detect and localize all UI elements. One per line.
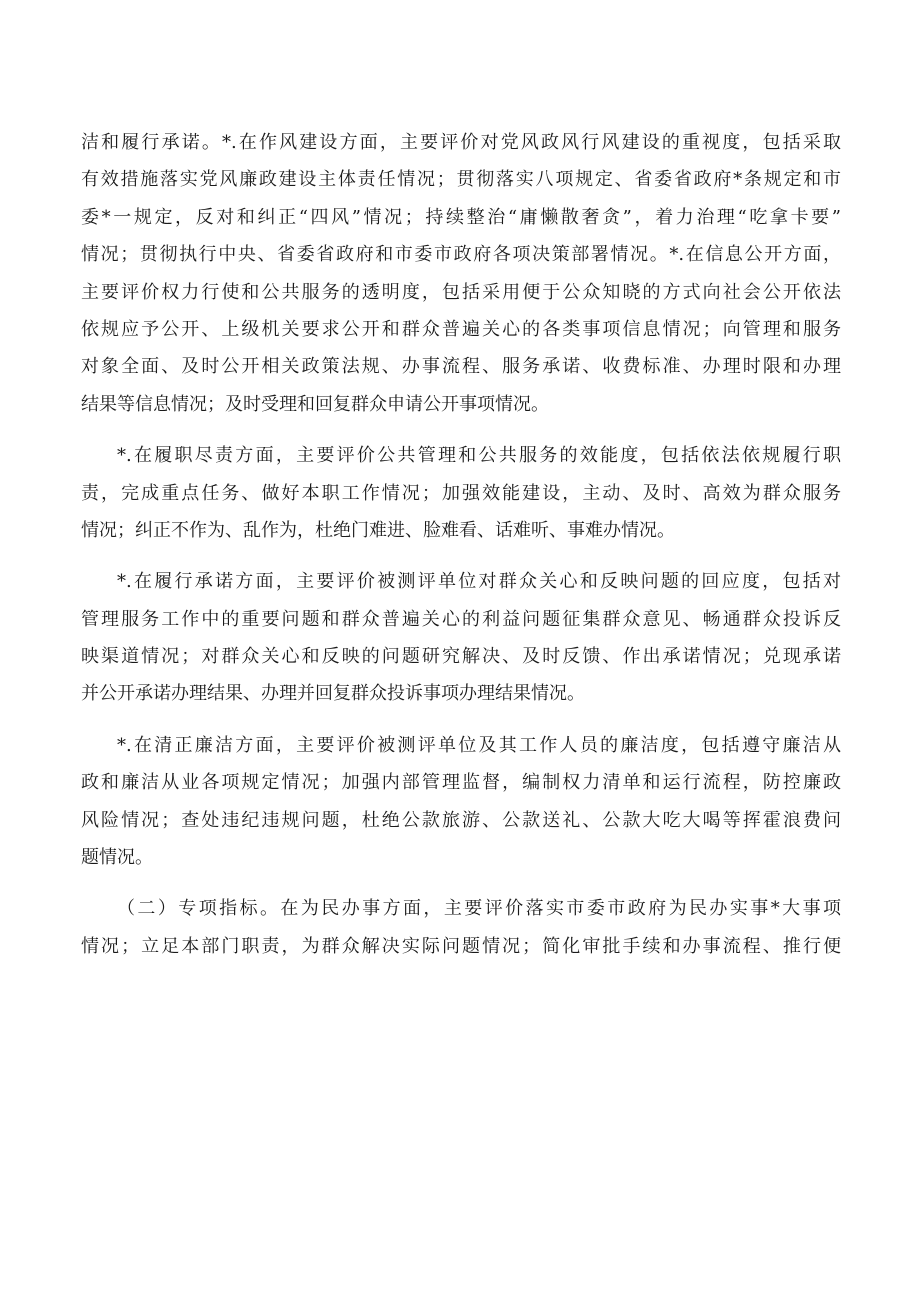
text-line: 并公开承诺办理结果、办理并回复群众投诉事项办理结果情况。	[81, 683, 585, 705]
text-line: *.在履行承诺方面，主要评价被测评单位对群众关心和反映问题的回应度，包括对	[117, 571, 841, 593]
paragraph-5	[81, 890, 841, 965]
text-line: 有效措施落实党风廉政建设主体责任情况；贯彻落实八项规定、省委省政府*条规定和市	[81, 169, 841, 191]
text-line: 主要评价权力行使和公共服务的透明度，包括采用便于公众知晓的方式向社会公开依法	[81, 281, 841, 303]
text-line: 结果等信息情况；及时受理和回复群众申请公开事项情况。	[81, 393, 549, 415]
document-body	[81, 124, 841, 965]
text-line: 题情况。	[81, 847, 153, 869]
text-line: 责，完成重点任务、做好本职工作情况；加强效能建设，主动、及时、高效为群众服务	[81, 482, 841, 504]
text-line: 管理服务工作中的重要问题和群众普遍关心的利益问题征集群众意见、畅通群众投诉反	[81, 608, 841, 630]
paragraph-gap	[81, 423, 841, 437]
text-line: 情况；纠正不作为、乱作为，杜绝门难进、脸难看、话难听、事难办情况。	[81, 519, 675, 541]
text-line: 政和廉洁从业各项规定情况；加强内部管理监督，编制权力清单和运行流程，防控廉政	[81, 772, 841, 794]
text-line: 映渠道情况；对群众关心和反映的问题研究解决、及时反馈、作出承诺情况；兑现承诺	[81, 646, 841, 668]
paragraph-gap	[81, 549, 841, 563]
text-line: 情况；立足本部门职责，为群众解决实际问题情况；简化审批手续和办事流程、推行便	[81, 935, 841, 957]
text-line: 对象全面、及时公开相关政策法规、办事流程、服务承诺、收费标准、办理时限和办理	[81, 356, 841, 378]
paragraph-1	[81, 124, 841, 423]
text-line: （二）专项指标。在为民办事方面，主要评价落实市委市政府为民办实事*大事项	[117, 898, 841, 920]
text-line: 依规应予公开、上级机关要求公开和群众普遍关心的各类事项信息情况；向管理和服务	[81, 318, 841, 340]
paragraph-2	[81, 437, 841, 549]
text-line: 委*一规定，反对和纠正“四风”情况；持续整治“庸懒散奢贪”，着力治理“吃拿卡要”	[81, 206, 841, 228]
text-line: 风险情况；查处违纪违规问题，杜绝公款旅游、公款送礼、公款大吃大喝等挥霍浪费问	[81, 809, 841, 831]
paragraph-3	[81, 563, 841, 713]
paragraph-gap	[81, 713, 841, 727]
paragraph-gap	[81, 876, 841, 890]
paragraph-4	[81, 727, 841, 877]
text-line: *.在履职尽责方面，主要评价公共管理和公共服务的效能度，包括依法依规履行职	[117, 445, 841, 467]
text-line: 洁和履行承诺。*.在作风建设方面，主要评价对党风政风行风建设的重视度，包括采取	[81, 132, 841, 153]
text-line: *.在清正廉洁方面，主要评价被测评单位及其工作人员的廉洁度，包括遵守廉洁从	[117, 734, 841, 756]
text-line: 情况；贯彻执行中央、省委省政府和市委市政府各项决策部署情况。*.在信息公开方面，	[81, 244, 841, 266]
